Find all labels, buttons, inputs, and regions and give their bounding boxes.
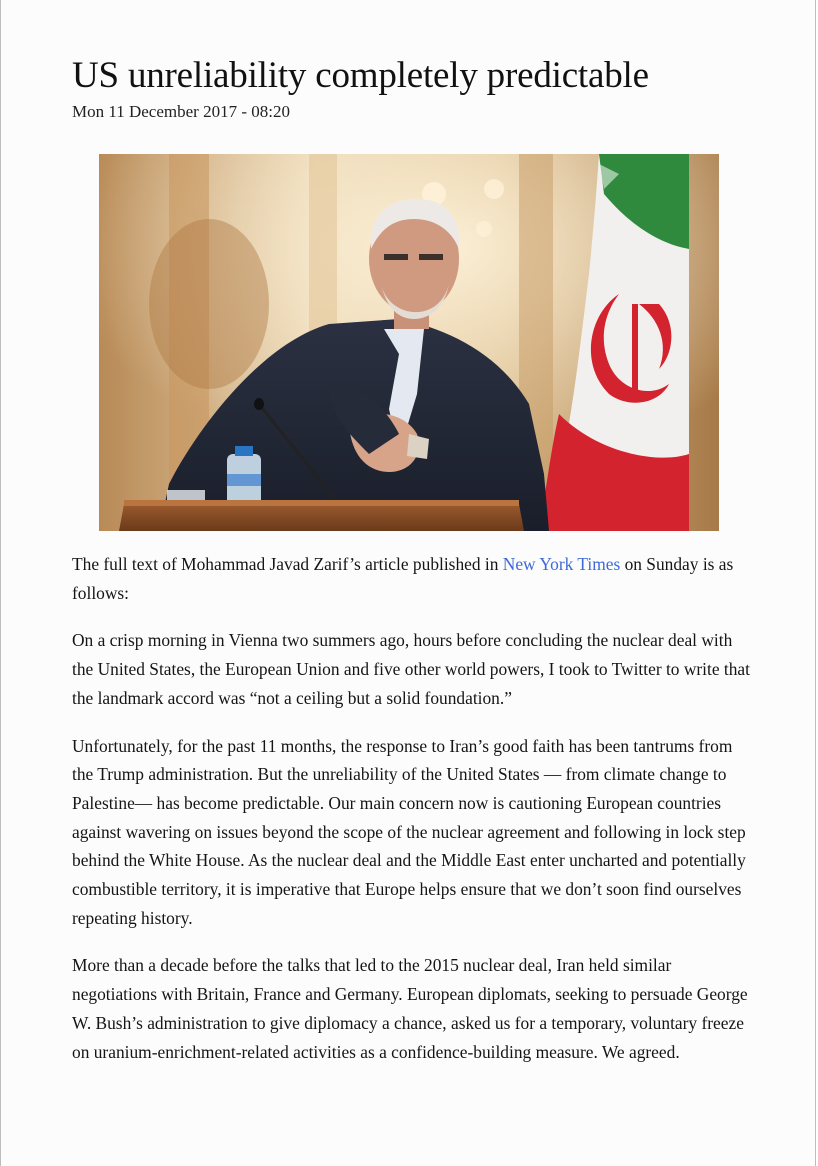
intro-paragraph (72, 550, 752, 607)
new-york-times-link[interactable]: New York Times (502, 554, 621, 574)
article-paragraph: On a crisp morning in Vienna two summers ago, hours before concluding the nuclear deal with the United States, the European Union and five other world powers, I took to Twitter to write that the landmark accord was “not a ceiling but a solid foundation.” (72, 630, 750, 708)
intro-text-before: The full text of Mohammad Javad Zarif’s article published in (72, 554, 503, 574)
article-title: US unreliability completely predictable (72, 55, 649, 96)
intro-text-after: on Sunday is as follows: (72, 554, 734, 603)
article-paragraph: More than a decade before the talks that led to the 2015 nuclear deal, Iran held similar negotiations with Britain, France and Germany. European diplomats, seeking to persuade George W. Bush’s administration to give diplomacy a chance, asked us for a temporary, voluntary freeze on uranium-enrichment-related activities as a confidence-building measure. We agreed. (72, 955, 748, 1062)
photo-illustration (99, 154, 719, 531)
article-date: Mon 11 December 2017 - 08:20 (72, 102, 290, 121)
article-paragraph: Unfortunately, for the past 11 months, the response to Iran’s good faith has been tantrums from the Trump administration. But the unreliability of the United States — from climate change to Palestine— has become predictable. Our main concern now is cautioning European countries against wavering on issues beyond the scope of the nuclear agreement and following in lock step behind the White House. As the nuclear deal and the Middle East enter uncharted and potentially combustible territory, it is imperative that Europe helps ensure that we don’t soon find ourselves repeating history. (72, 735, 746, 928)
article-body (72, 550, 752, 1066)
article-content (72, 54, 752, 1066)
article-photo (99, 154, 719, 531)
